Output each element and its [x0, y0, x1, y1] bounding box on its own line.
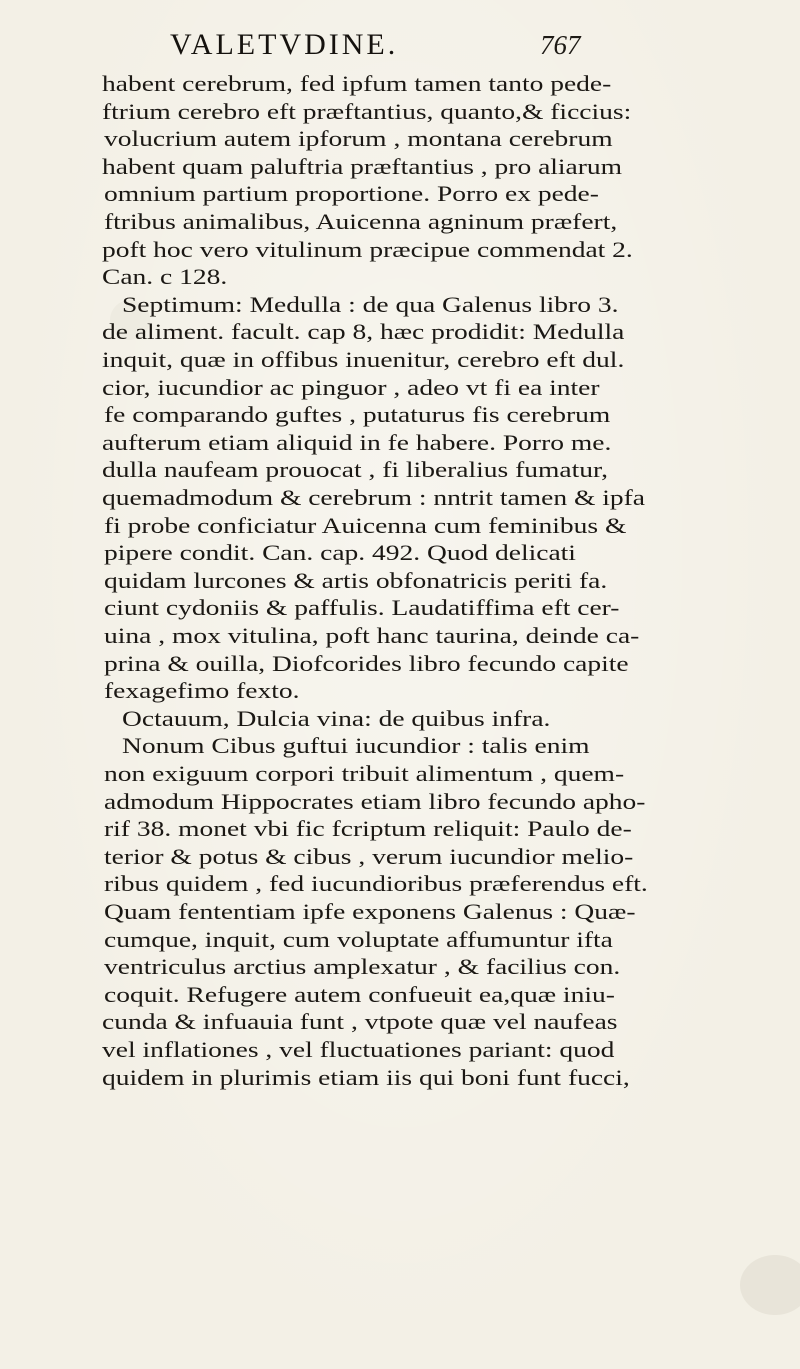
text-line: habent cerebrum, fed ipfum tamen tanto pede-	[102, 71, 612, 96]
text-line: fe comparando guftes , putaturus fis cerebrum	[104, 402, 611, 428]
text-line: quidem in plurimis etiam iis qui boni funt fucci,	[102, 1064, 630, 1090]
page-header	[0, 28, 800, 68]
text-line: admodum Hippocrates etiam libro fecundo apho-	[104, 788, 646, 814]
text-line: cumque, inquit, cum voluptate affumuntur ifta	[104, 926, 613, 952]
text-line: terior & potus & cibus , verum iucundior melio-	[104, 843, 634, 869]
text-line: de aliment. facult. cap 8, hæc prodidit: Medulla	[102, 319, 625, 345]
text-line: ventriculus arctius amplexatur , & facilius con.	[104, 954, 621, 980]
text-line: rif 38. monet vbi fic fcriptum reliquit: Paulo de-	[104, 816, 632, 842]
text-line: volucrium autem ipforum , montana cerebrum	[104, 126, 613, 152]
text-line: Septimum: Medulla : de qua Galenus libro 3.	[122, 291, 619, 317]
text-line: inquit, quæ in offibus inuenitur, cerebro eft dul.	[102, 347, 625, 372]
text-line: uina , mox vitulina, poft hanc taurina, deinde ca-	[104, 623, 640, 648]
text-line: habent quam paluftria præftantius , pro aliarum	[102, 153, 623, 179]
text-line: ftrium cerebro eft præftantius, quanto,& ficcius:	[102, 98, 632, 124]
text-line: quemadmodum & cerebrum : nntrit tamen & ipfa	[102, 485, 645, 510]
text-line: Octauum, Dulcia vina: de quibus infra.	[122, 705, 551, 731]
text-line: ribus quidem , fed iucundioribus præferendus eft.	[104, 871, 648, 897]
text-line: ftribus animalibus, Auicenna agninum præfert,	[104, 209, 618, 234]
running-head: VALETVDINE.	[170, 28, 399, 61]
text-line: prina & ouilla, Diofcorides libro fecundo capite	[104, 650, 629, 676]
text-line: poft hoc vero vitulinum præcipue commendat 2.	[102, 236, 633, 262]
text-line: omnium partium proportione. Porro ex pede-	[104, 181, 599, 207]
text-line: pipere condit. Can. cap. 492. Quod delicati	[104, 540, 576, 566]
text-line: quidam lurcones & artis obfonatricis periti fa.	[104, 567, 608, 593]
text-line: fi probe conficiatur Auicenna cum feminibus &	[104, 512, 627, 538]
text-line: cior, iucundior ac pinguor , adeo vt fi ea inter	[102, 374, 600, 400]
paper-stain	[740, 1255, 800, 1315]
text-line: vel inflationes , vel fluctuationes pariant: quod	[102, 1037, 615, 1062]
text-line: fexagefimo fexto.	[104, 678, 300, 704]
text-line: Can. c 128.	[102, 264, 228, 290]
page-number: 767	[540, 30, 581, 60]
text-line: dulla naufeam prouocat , fi liberalius fumatur,	[102, 457, 608, 483]
text-line: Quam fententiam ipfe exponens Galenus : Quæ-	[104, 899, 636, 924]
text-line: aufterum etiam aliquid in fe habere. Porro me.	[102, 429, 612, 455]
text-line: coquit. Refugere autem confueuit ea,quæ iniu-	[104, 981, 615, 1007]
text-line: ciunt cydoniis & paffulis. Laudatiffima eft cer-	[104, 595, 620, 621]
text-line: Nonum Cibus guftui iucundior : talis enim	[122, 733, 590, 759]
text-line: cunda & infuauia funt , vtpote quæ vel naufeas	[102, 1009, 618, 1035]
text-line: non exiguum corpori tribuit alimentum , quem-	[104, 761, 625, 786]
